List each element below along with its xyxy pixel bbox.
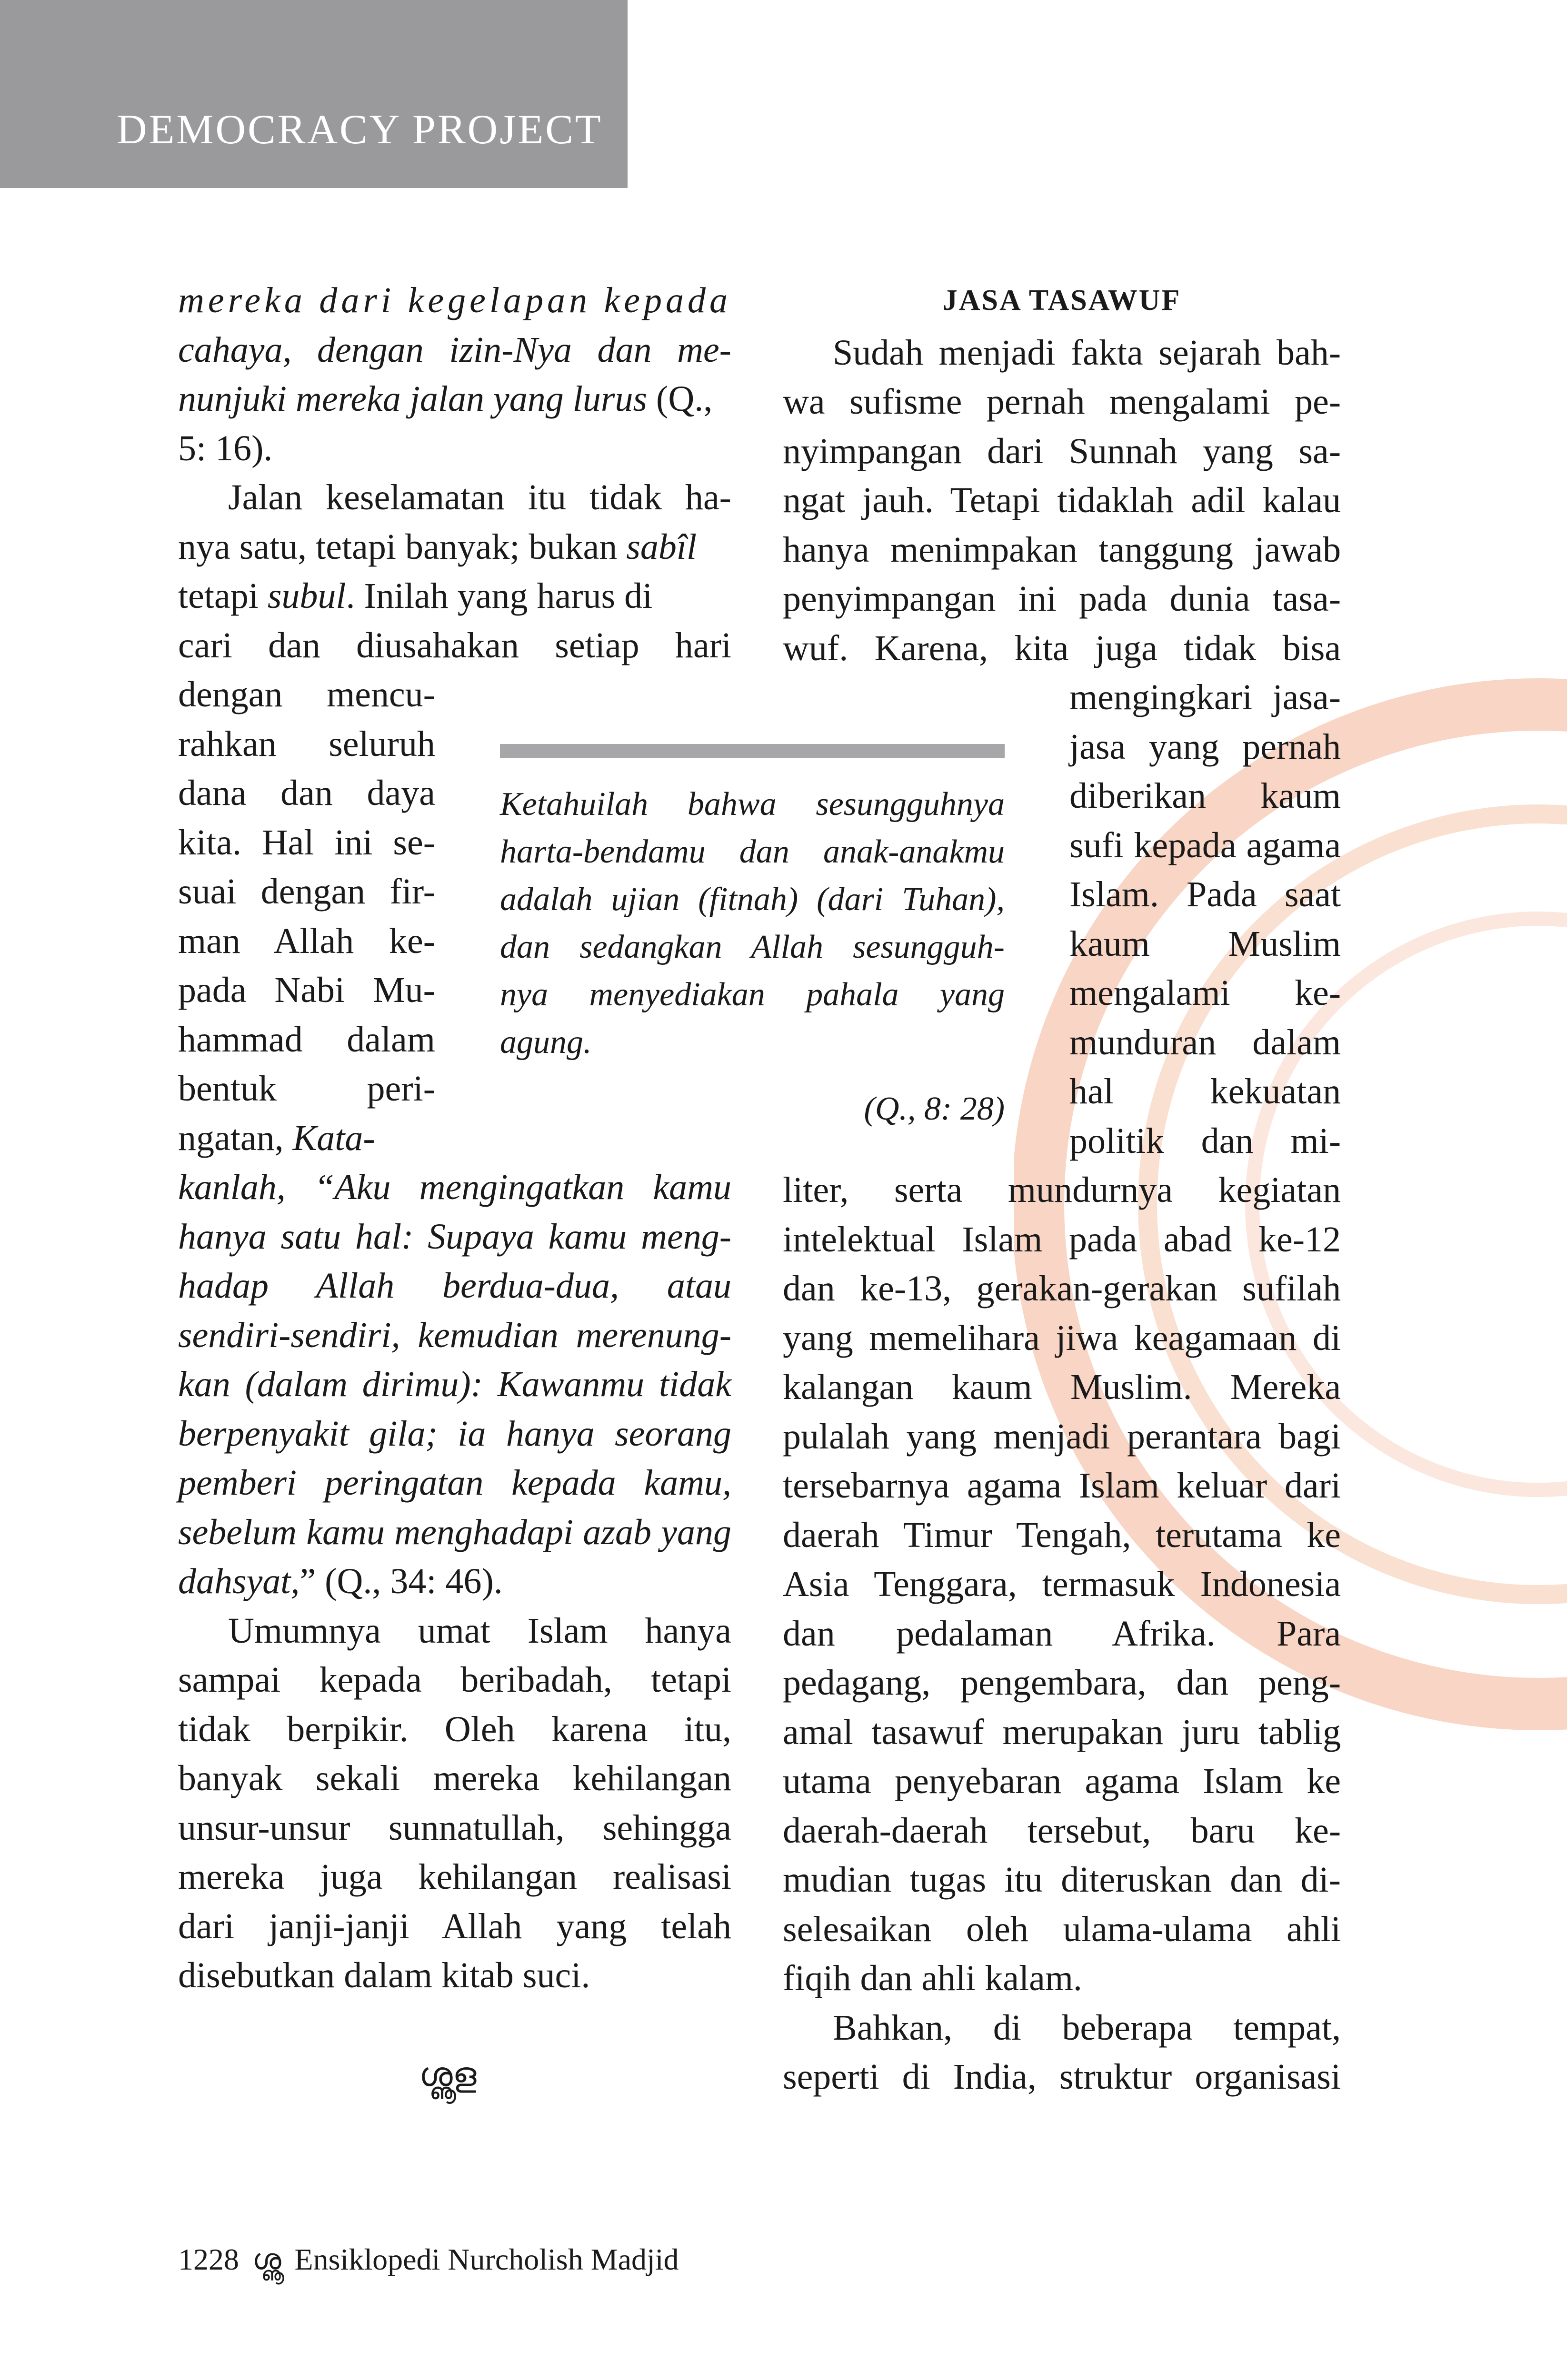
quote-surah-5-16 — [178, 276, 731, 473]
text-line: selesaikan oleh ulama-ulama ahli — [783, 1909, 1341, 1949]
text-line: disebutkan dalam kitab suci. — [178, 1955, 590, 1995]
text-line: kan (dalam dirimu): Kawanmu tidak — [178, 1364, 731, 1404]
text-line: Bahkan, di beberapa tempat, — [833, 2007, 1341, 2048]
text-line: dan ke-13, gerakan-gerakan sufilah — [783, 1269, 1341, 1309]
text-line: penyimpangan ini pada dunia tasa- — [783, 579, 1341, 619]
text-line: daerah Timur Tengah, terutama ke — [783, 1515, 1341, 1555]
text-line: kaum Muslim — [1069, 923, 1341, 964]
text-span: Kata- — [292, 1118, 375, 1158]
text-line: munduran dalam — [1069, 1022, 1341, 1062]
text-line: pada Nabi Mu- — [178, 970, 435, 1010]
pullquote-line: nya menyediakan pahala yang — [500, 976, 1005, 1013]
text-line: wa sufisme pernah mengalami pe- — [783, 382, 1341, 422]
text-line: kita. Hal ini se- — [178, 822, 435, 863]
text-line: banyak sekali mereka kehilangan — [178, 1758, 731, 1798]
pullquote-line: adalah ujian (fitnah) (dari Tuhan), — [500, 881, 1005, 918]
text-line: nyimpangan dari Sunnah yang sa- — [783, 431, 1341, 471]
text-line: mengalami ke- — [1069, 973, 1341, 1013]
text-line: intelektual Islam pada abad ke-12 — [783, 1219, 1341, 1259]
text-line: dengan mencu- — [178, 674, 435, 714]
text-line: unsur-unsur sunnatullah, sehingga — [178, 1807, 731, 1848]
paragraph — [783, 2003, 1341, 2102]
pullquote-source: (Q., 8: 28) — [864, 1091, 1005, 1127]
left-column — [178, 276, 731, 2001]
text-line: hal kekuatan — [1069, 1071, 1341, 1111]
paragraph — [178, 1606, 731, 2001]
section-heading: JASA TASAWUF — [942, 284, 1181, 317]
text-line: suai dengan fir- — [178, 872, 435, 912]
text-line — [178, 572, 731, 621]
text-line: pulalah yang menjadi perantara bagi — [783, 1416, 1341, 1457]
text-line: yang memelihara jiwa keagamaan di — [783, 1318, 1341, 1358]
text-line — [178, 375, 731, 424]
text-line: Jalan keselamatan itu tidak ha- — [228, 477, 731, 517]
text-line: rahkan seluruh — [178, 724, 435, 764]
narrow-wrap — [1069, 673, 1341, 1166]
quote-reference: ” (Q., 34: 46). — [299, 1561, 503, 1601]
pullquote-line: Ketahuilah bahwa sesungguhnya — [500, 786, 1005, 823]
text-span: ngatan, — [178, 1118, 293, 1158]
running-header: DEMOCRACY PROJECT — [117, 107, 603, 153]
text-line: hammad dalam — [178, 1019, 435, 1060]
text-line — [178, 1557, 731, 1606]
text-line: sendiri-sendiri, kemudian merenung- — [178, 1315, 731, 1355]
text-line: sufi kepada agama — [1069, 825, 1341, 865]
text-line: pemberi peringatan kepada kamu, — [178, 1463, 731, 1503]
right-column — [783, 276, 1341, 2102]
quote-surah-34-46 — [178, 1163, 731, 1606]
text-line: mudian tugas itu diteruskan dan di- — [783, 1860, 1341, 1900]
page-footer — [178, 2242, 679, 2277]
text-line: kanlah, “Aku mengingatkan kamu — [178, 1167, 731, 1207]
pullquote-line: agung. — [500, 1024, 592, 1061]
footer-ornament: ശൣ — [252, 2243, 281, 2275]
text-line: mengingkari jasa- — [1069, 677, 1341, 717]
text-line: kalangan kaum Muslim. Mereka — [783, 1367, 1341, 1407]
term-sabil: sabîl — [626, 526, 697, 567]
text-line: politik dan mi- — [1069, 1121, 1341, 1161]
text-line: dana dan daya — [178, 773, 435, 813]
term-subul: subul — [267, 576, 346, 616]
text-line: Islam. Pada saat — [1069, 874, 1341, 914]
book-title: Ensiklopedi Nurcholish Madjid — [294, 2242, 679, 2276]
pullquote-line: dan sedangkan Allah sesungguh- — [500, 929, 1005, 965]
header-band — [0, 0, 628, 188]
text-line: berpenyakit gila; ia hanya seorang — [178, 1413, 731, 1454]
text-line: sampai kepada beribadah, tetapi — [178, 1660, 731, 1700]
text-line: tersebarnya agama Islam keluar dari — [783, 1466, 1341, 1506]
quote-reference: (Q., — [647, 379, 713, 419]
text-line: liter, serta mundurnya kegiatan — [783, 1170, 1341, 1210]
text-line: bentuk peri- — [178, 1069, 435, 1109]
text-line: utama penyebaran agama Islam ke — [783, 1761, 1341, 1801]
text-line: wuf. Karena, kita juga tidak bisa — [783, 628, 1341, 668]
quote-text: nunjuki mereka jalan yang lurus — [178, 379, 648, 419]
text-line: sebelum kamu menghadapi azab yang — [178, 1512, 731, 1552]
text-line: Umumnya umat Islam hanya — [228, 1610, 731, 1651]
text-line: dan pedalaman Afrika. Para — [783, 1613, 1341, 1654]
text-line: hadap Allah berdua-dua, atau — [178, 1266, 731, 1306]
paragraph — [783, 328, 1341, 2003]
text-line: man Allah ke- — [178, 921, 435, 961]
text-line: diberikan kaum — [1069, 776, 1341, 816]
text-line: seperti di India, struktur organisasi — [783, 2057, 1341, 2097]
text-line: daerah-daerah tersebut, baru ke- — [783, 1810, 1341, 1851]
text-line: dari janji-janji Allah yang telah — [178, 1906, 731, 1946]
text-line: mereka juga kehilangan realisasi — [178, 1857, 731, 1897]
text-line: hanya satu hal: Supaya kamu meng- — [178, 1216, 731, 1257]
quote-reference: 5: 16). — [178, 428, 273, 468]
text-line: cahaya, dengan izin-Nya dan me- — [178, 329, 731, 370]
text-line: amal tasawuf merupakan juru tablig — [783, 1712, 1341, 1752]
pullquote-line: harta-bendamu dan anak-anakmu — [500, 833, 1005, 870]
text-line: ngat jauh. Tetapi tidaklah adil kalau — [783, 480, 1341, 520]
text-span: tetapi — [178, 576, 268, 616]
text-line: pedagang, pengembara, dan peng- — [783, 1663, 1341, 1703]
text-line: jasa yang pernah — [1069, 726, 1341, 767]
text-line: hanya menimpakan tanggung jawab — [783, 529, 1341, 570]
text-line: mereka dari kegelapan kepada — [178, 280, 731, 320]
text-line: Asia Tenggara, termasuk Indonesia — [783, 1564, 1341, 1604]
text-span: nya satu, tetapi banyak; bukan — [178, 526, 627, 567]
narrow-wrap — [178, 670, 435, 1163]
text-line — [178, 523, 731, 572]
section-end-ornament: ശൣള — [419, 2057, 477, 2093]
text-span: . Inilah yang harus di — [346, 576, 653, 616]
text-line: tidak berpikir. Oleh karena itu, — [178, 1709, 731, 1749]
page-number: 1228 — [178, 2242, 239, 2276]
quote-text: dahsyat, — [178, 1561, 300, 1601]
text-line: Sudah menjadi fakta sejarah bah- — [833, 332, 1341, 373]
text-line: fiqih dan ahli kalam. — [783, 1958, 1082, 1998]
text-line: cari dan diusahakan setiap hari — [178, 625, 731, 665]
text-line — [178, 1114, 435, 1163]
